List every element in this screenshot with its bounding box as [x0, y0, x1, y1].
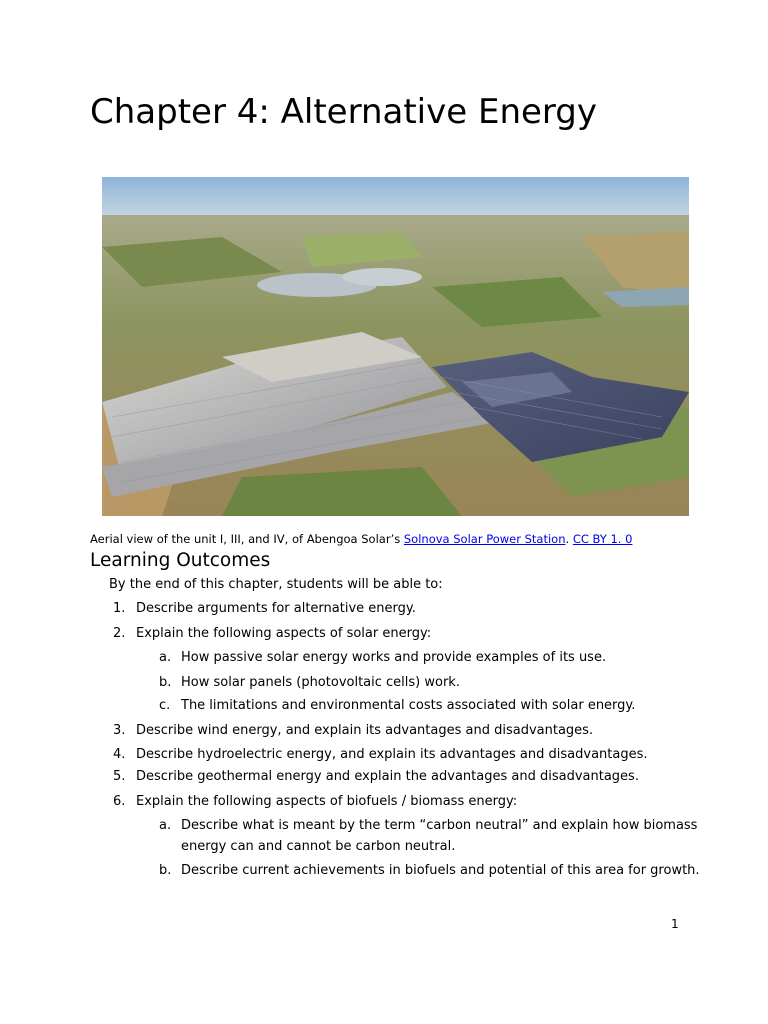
- caption-text: Aerial view of the unit I, III, and IV, of Abengoa Solar’s: [90, 532, 404, 546]
- list-text: Describe wind energy, and explain its advantages and disadvantages.: [136, 723, 594, 738]
- list-text: Describe current achievements in biofuels and potential of this area for growth.: [181, 863, 700, 878]
- list-text: The limitations and environmental costs associated with solar energy.: [181, 698, 636, 713]
- list-text: How solar panels (photovoltaic cells) work.: [181, 675, 460, 690]
- intro-text: By the end of this chapter, students will be able to:: [109, 577, 443, 592]
- list-number: 1.: [113, 601, 126, 616]
- list-letter: b.: [159, 675, 172, 690]
- list-letter: a.: [159, 650, 172, 665]
- list-text: Describe arguments for alternative energy.: [136, 601, 416, 616]
- chapter-title: Chapter 4: Alternative Energy: [90, 92, 598, 132]
- list-number: 6.: [113, 794, 126, 809]
- list-letter: a.: [159, 818, 172, 833]
- list-number: 4.: [113, 747, 126, 762]
- list-text: Explain the following aspects of biofuels / biomass energy:: [136, 794, 518, 809]
- section-heading: Learning Outcomes: [90, 550, 271, 571]
- list-number: 5.: [113, 769, 126, 784]
- solnova-station-link[interactable]: Solnova Solar Power Station: [403, 532, 566, 546]
- caption-separator: .: [565, 532, 573, 546]
- list-letter: c.: [159, 698, 171, 713]
- list-text: energy can and cannot be carbon neutral.: [181, 839, 456, 854]
- page-number: 1: [671, 917, 679, 931]
- image-caption: [90, 532, 632, 546]
- list-number: 3.: [113, 723, 126, 738]
- list-letter: b.: [159, 863, 172, 878]
- license-link[interactable]: CC BY 1. 0: [572, 532, 633, 546]
- list-number: 2.: [113, 626, 126, 641]
- list-text: Explain the following aspects of solar energy:: [136, 626, 432, 641]
- list-text: Describe geothermal energy and explain the advantages and disadvantages.: [136, 769, 639, 784]
- list-text: Describe what is meant by the term “carbon neutral” and explain how biomass: [181, 818, 698, 833]
- list-text: How passive solar energy works and provide examples of its use.: [181, 650, 607, 665]
- solar-station-aerial-photo: [102, 177, 689, 516]
- list-text: Describe hydroelectric energy, and explain its advantages and disadvantages.: [136, 747, 648, 762]
